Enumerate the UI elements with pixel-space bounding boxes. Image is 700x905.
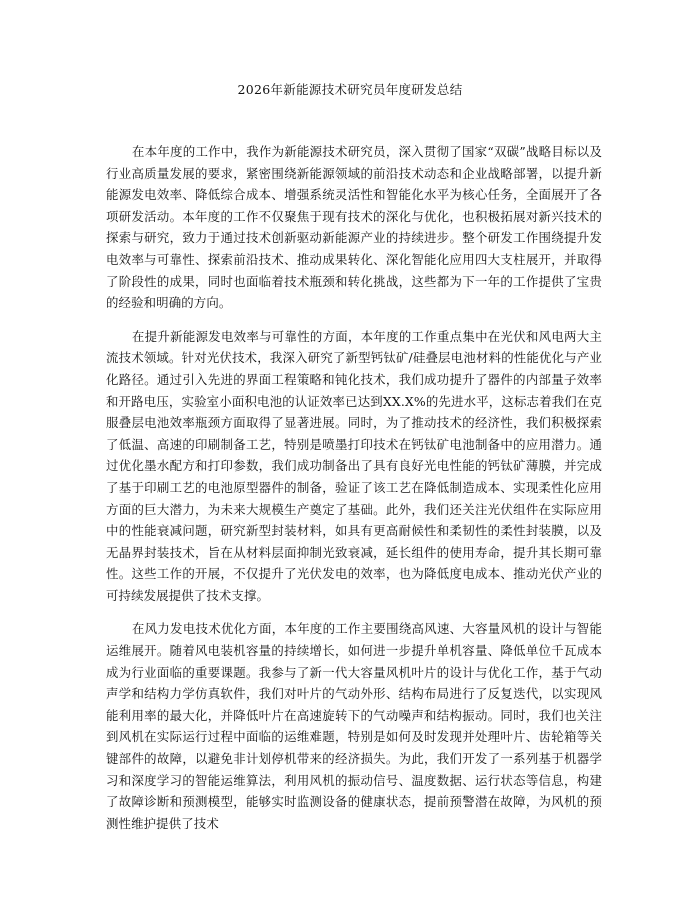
- document-body: [106, 141, 602, 846]
- paragraph-photovoltaic: 在提升新能源发电效率与可靠性的方面，本年度的工作重点集中在光伏和风电两大主流技术领域。针对光伏技术，我深入研究了新型钙钛矿/硅叠层电池材料的性能优化与产业化路径。通过引入先进的界面工程策略和钝化技术，我们成功提升了器件的内部量子效率和开路电压，实验室小面积电池的认证效率已达到XX.X%的先进水平，这标志着我们在克服叠层电池效率瓶颈方面取得了显著进展。同时，为了推动技术的经济性，我们积极探索了低温、高速的印刷制备工艺，特别是喷墨打印技术在钙钛矿电池制备中的应用潜力。通过优化墨水配方和打印参数，我们成功制备出了具有良好光电性能的钙钛矿薄膜，并完成了基于印刷工艺的电池原型器件的制备，验证了该工艺在降低制造成本、实现柔性化应用方面的巨大潜力，为未来大规模生产奠定了基础。此外，我们还关注光伏组件在实际应用中的性能衰减问题，研究新型封装材料，如具有更高耐候性和柔韧性的柔性封装膜，以及无晶界封装技术，旨在从材料层面抑制光致衰减，延长组件的使用寿命，提升其长期可靠性。这些工作的开展，不仅提升了光伏发电的效率，也为降低度电成本、推动光伏产业的可持续发展提供了技术支撑。: [106, 328, 602, 603]
- paragraph-overview: 在本年度的工作中，我作为新能源技术研究员，深入贯彻了国家“双碳”战略目标以及行业高质量发展的要求，紧密围绕新能源领域的前沿技术动态和企业战略部署，以提升新能源发电效率、降低综合成本、增强系统灵活性和智能化水平为核心任务，全面展开了各项研发活动。本年度的工作不仅聚焦于现有技术的深化与优化，也积极拓展对新兴技术的探索与研究，致力于通过技术创新驱动新能源产业的持续进步。整个研发工作围绕提升发电效率与可靠性、探索前沿技术、推动成果转化、深化智能化应用四大支柱展开，并取得了阶段性的成果，同时也面临着技术瓶颈和转化挑战，这些都为下一年的工作提供了宝贵的经验和明确的方向。: [106, 144, 602, 311]
- document-title: 2026年新能源技术研究员年度研发总结: [237, 82, 463, 97]
- paragraph-wind-power: 在风力发电技术优化方面，本年度的工作主要围绕高风速、大容量风机的设计与智能运维展开。随着风电装机容量的持续增长，如何进一步提升单机容量、降低单位千瓦成本成为行业面临的重要课题。我参与了新一代大容量风机叶片的设计与优化工作，基于气动声学和结构力学仿真软件，我们对叶片的气动外形、结构布局进行了反复迭代，以实现风能利用率的最大化，并降低叶片在高速旋转下的气动噪声和结构振动。同时，我们也关注到风机在实际运行过程中面临的运维难题，特别是如何及时发现并处理叶片、齿轮箱等关键部件的故障，以避免非计划停机带来的经济损失。为此，我们开发了一系列基于机器学习和深度学习的智能运维算法，利用风机的振动信号、温度数据、运行状态等信息，构建了故障诊断和预测模型，能够实时监测设备的健康状态，提前预警潜在故障，为风机的预测性维护提供了技术: [106, 621, 602, 831]
